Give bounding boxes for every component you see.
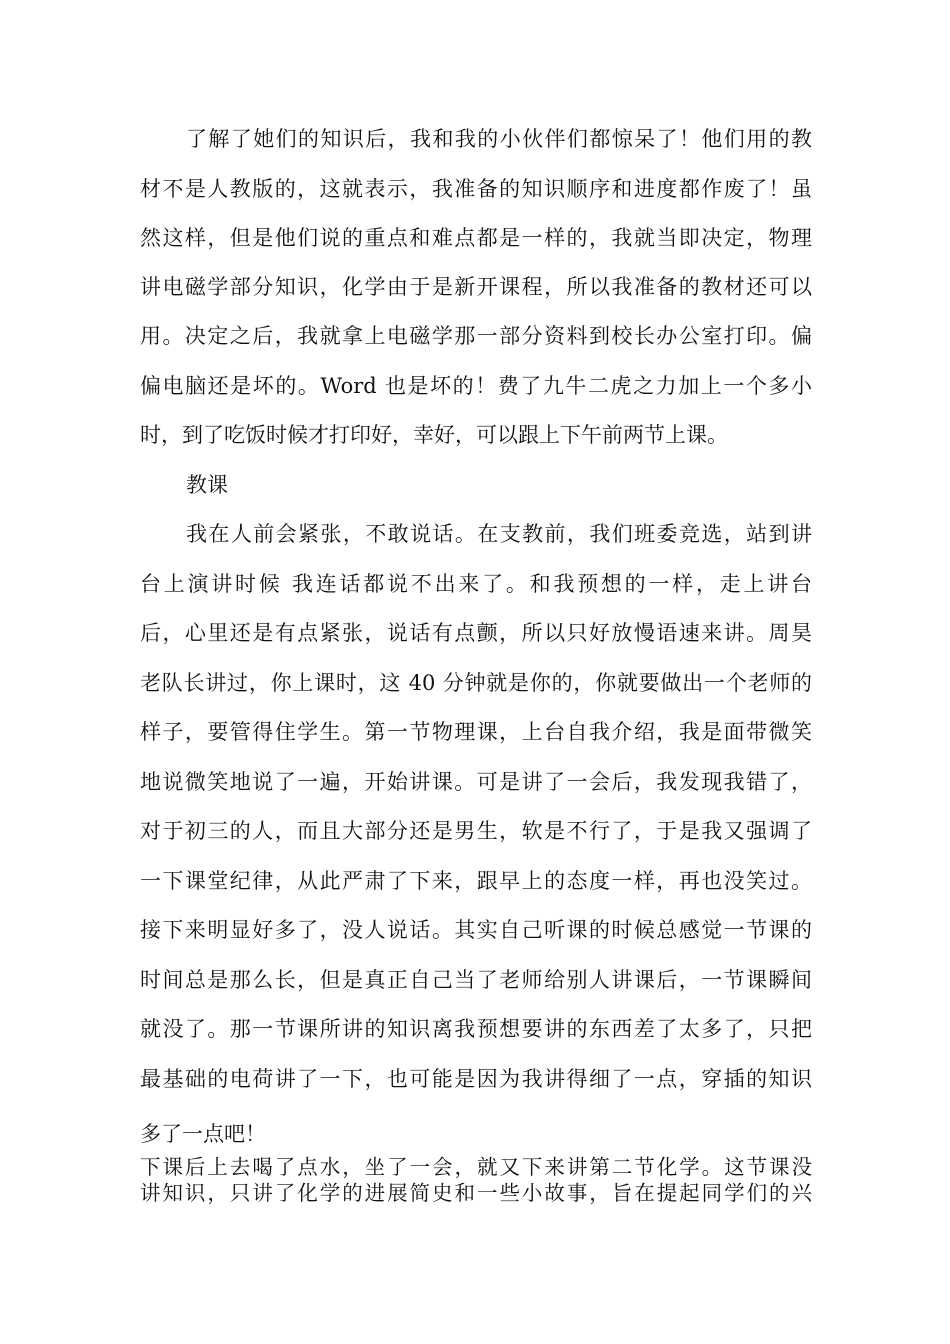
paragraph-line: 下课后上去喝了点水，坐了一会，就又下来讲第二节化学。这节课没 bbox=[140, 1155, 812, 1179]
paragraph-line: 时间总是那么长，但是真正自己当了老师给别人讲课后，一节课瞬间 bbox=[140, 968, 812, 992]
section-heading: 教课 bbox=[186, 473, 228, 497]
paragraph-line: 然这样，但是他们说的重点和难点都是一样的，我就当即决定，物理 bbox=[140, 226, 812, 250]
paragraph-line: 老队长讲过，你上课时，这 40 分钟就是你的，你就要做出一个老师的 bbox=[140, 671, 812, 695]
paragraph-line: 材不是人教版的，这就表示，我准备的知识顺序和进度都作废了！虽 bbox=[140, 177, 812, 201]
paragraph-line: 对于初三的人，而且大部分还是男生，软是不行了，于是我又强调了 bbox=[140, 819, 812, 843]
paragraph-line: 了解了她们的知识后，我和我的小伙伴们都惊呆了！他们用的教 bbox=[186, 127, 812, 151]
paragraph-line: 地说微笑地说了一遍，开始讲课。可是讲了一会后，我发现我错了， bbox=[140, 770, 812, 794]
paragraph-line: 多了一点吧！ bbox=[140, 1122, 266, 1146]
paragraph-line: 偏电脑还是坏的。Word 也是坏的！费了九牛二虎之力加上一个多小 bbox=[140, 374, 812, 398]
paragraph-line: 一下课堂纪律，从此严肃了下来，跟早上的态度一样，再也没笑过。 bbox=[140, 869, 812, 893]
paragraph-line: 我在人前会紧张，不敢说话。在支教前，我们班委竞选，站到讲 bbox=[186, 522, 812, 546]
paragraph-line: 接下来明显好多了，没人说话。其实自己听课的时候总感觉一节课的 bbox=[140, 918, 812, 942]
paragraph-line: 用。决定之后，我就拿上电磁学那一部分资料到校长办公室打印。偏 bbox=[140, 324, 812, 348]
paragraph-line: 样子，要管得住学生。第一节物理课，上台自我介绍，我是面带微笑 bbox=[140, 720, 812, 744]
paragraph-line: 台上演讲时候 我连话都说不出来了。和我预想的一样，走上讲台 bbox=[140, 572, 812, 596]
paragraph-line: 时，到了吃饭时候才打印好，幸好，可以跟上下午前两节上课。 bbox=[140, 423, 728, 447]
paragraph-line: 讲电磁学部分知识，化学由于是新开课程，所以我准备的教材还可以 bbox=[140, 275, 812, 299]
paragraph-line: 就没了。那一节课所讲的知识离我预想要讲的东西差了太多了，只把 bbox=[140, 1017, 812, 1041]
paragraph-line: 讲知识，只讲了化学的进展简史和一些小故事，旨在提起同学们的兴 bbox=[140, 1181, 812, 1205]
paragraph-line: 后，心里还是有点紧张，说话有点颤，所以只好放慢语速来讲。周昊 bbox=[140, 621, 812, 645]
paragraph-line: 最基础的电荷讲了一下，也可能是因为我讲得细了一点，穿插的知识 bbox=[140, 1067, 812, 1091]
